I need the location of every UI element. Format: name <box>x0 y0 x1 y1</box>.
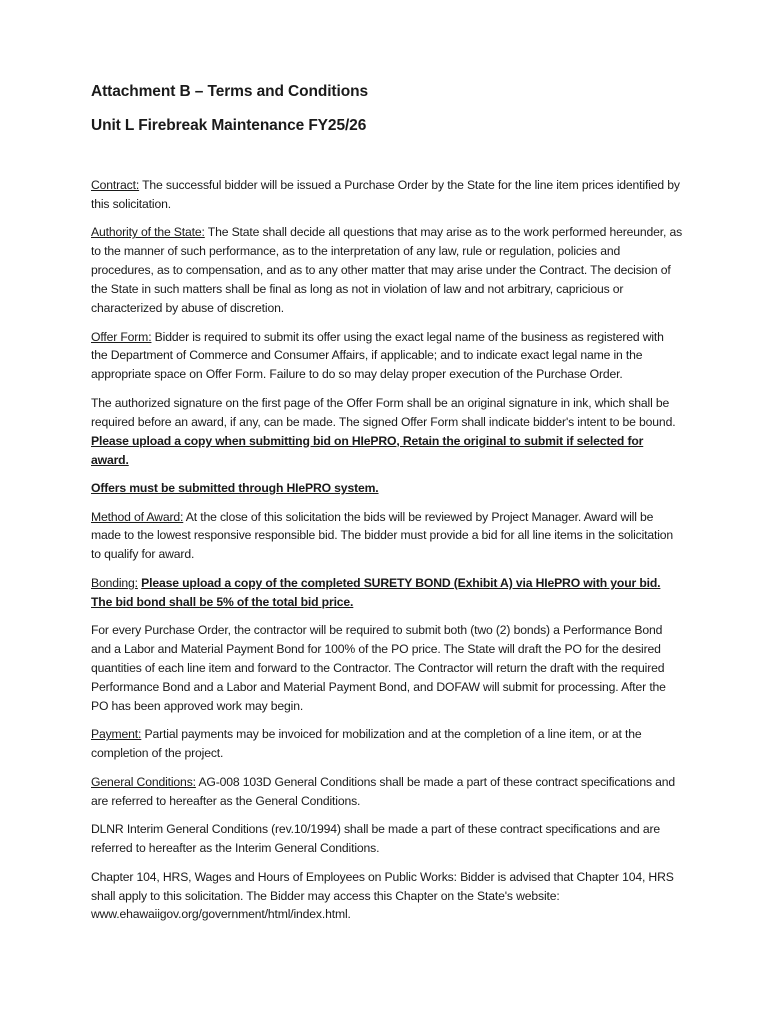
signature-text: The authorized signature on the first page of the Offer Form shall be an original signature in ink, which shall be required before an award, if any, can be made. The signed Offer Form shall indicate bidder's intent to be bound. <box>91 395 676 429</box>
offer-form-paragraph <box>91 328 683 385</box>
general-conditions-label: General Conditions: <box>91 774 196 789</box>
authority-paragraph <box>91 223 683 318</box>
payment-paragraph <box>91 725 683 763</box>
offers-submitted-emphasis: Offers must be submitted through HIePRO system. <box>91 481 379 496</box>
payment-text: Partial payments may be invoiced for mobilization and at the completion of a line item, or at the completion of the project. <box>91 727 642 761</box>
method-of-award-text: At the close of this solicitation the bids will be reviewed by Project Manager. Award will be made to the lowest responsive responsible bid. The bidder must provide a bid for all line items in the solicitation to qualify for award. <box>91 509 674 562</box>
signature-paragraph <box>91 394 683 470</box>
offers-submitted-paragraph <box>91 479 683 498</box>
method-of-award-label: Method of Award: <box>91 509 184 524</box>
offer-form-text: Bidder is required to submit its offer using the exact legal name of the business as registered with the Department of Commerce and Consumer Affairs, if applicable; and to indicate exact legal name in the appropriate space on Offer Form. Failure to do so may delay proper execution of the Purchase Order. <box>91 329 664 382</box>
contract-text: The successful bidder will be issued a Purchase Order by the State for the line item prices identified by this solicitation. <box>91 178 680 211</box>
method-of-award-paragraph <box>91 508 683 565</box>
contract-paragraph <box>91 176 683 214</box>
authority-text: The State shall decide all questions that may arise as to the work performed hereunder, as to the manner of such performance, as to the interpretation of any law, rule or regulation, policies and procedures, as to compensation, and as to any other matter that may arise under the Contract. The decision of the State in such matters shall be final as long as not in violation of law and not arbitrary, capricious or characterized by abuse of discretion. <box>91 225 683 316</box>
general-conditions-paragraph <box>91 773 683 811</box>
payment-label: Payment: <box>91 727 142 742</box>
bonding-emphasis: Please upload a copy of the completed SURETY BOND (Exhibit A) via HIePRO with your bid. The bid bond shall be 5% of the total bid price. <box>91 575 661 609</box>
interim-conditions-paragraph: DLNR Interim General Conditions (rev.10/1994) shall be made a part of these contract specifications and are referred to hereafter as the Interim General Conditions. <box>91 822 661 856</box>
document-subtitle: Unit L Firebreak Maintenance FY25/26 <box>91 117 367 134</box>
authority-label: Authority of the State: <box>91 225 205 240</box>
bonding-label: Bonding: <box>91 575 138 590</box>
document-page <box>91 80 683 934</box>
chapter-104-paragraph: Chapter 104, HRS, Wages and Hours of Employees on Public Works: Bidder is advised that Chapter 104, HRS shall apply to this solicitation. The Bidder may access this Chapter on the State's website: www.ehawaiigov.org/government/html/index.html. <box>91 869 674 922</box>
document-body <box>91 176 683 924</box>
contract-label: Contract: <box>91 178 140 192</box>
offer-form-label: Offer Form: <box>91 329 152 344</box>
performance-bond-paragraph: For every Purchase Order, the contractor will be required to submit both (two (2) bonds) a Performance Bond and a Labor and Material Payment Bond for 100% of the PO price. The State will draft the PO for the desired quantities of each line item and forward to the Contractor. The Contractor will return the draft with the required Performance Bond and a Labor and Material Payment Bond, and DOFAW will submit for processing. After the PO has been approved work may begin. <box>91 623 666 713</box>
bonding-paragraph <box>91 574 683 612</box>
general-conditions-text: AG-008 103D General Conditions shall be made a part of these contract specifications and are referred to hereafter as the General Conditions. <box>91 774 676 808</box>
document-title: Attachment B – Terms and Conditions <box>91 83 368 100</box>
signature-emphasis: Please upload a copy when submitting bid on HIePRO, Retain the original to submit if selected for award. <box>91 433 644 467</box>
